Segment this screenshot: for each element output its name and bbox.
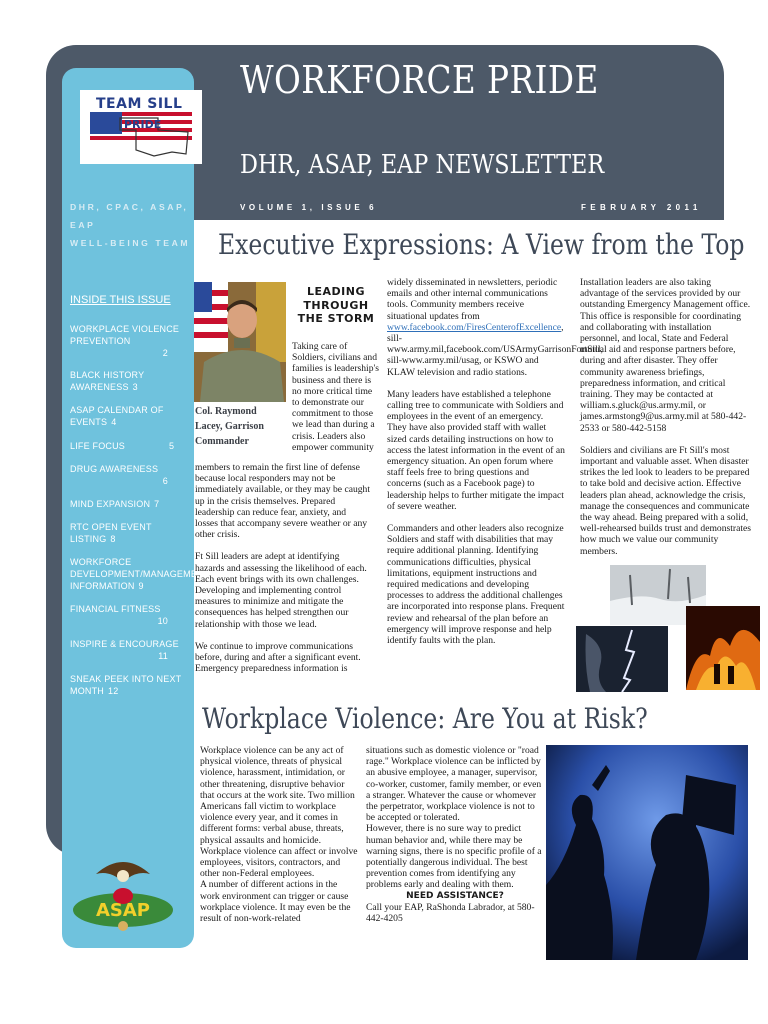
toc-label: WORKFORCE DEVELOPMENT/MANAGEMENT INFORMATION (70, 557, 210, 591)
toc-page: 11 (158, 651, 168, 661)
paragraph: members to remain the first line of defense because local responders may not be immediately available, or they may be caught up in the crisis themselves. Prepared leadership can reduce fear, anxiety, and losses that accompany severe weather or any other crisis. (195, 462, 371, 541)
toc-label: WORKPLACE VIOLENCE PREVENTION (70, 324, 180, 346)
fire-photo (686, 606, 760, 690)
toc-item[interactable] (70, 323, 186, 359)
workplace-violence-photo (546, 745, 748, 960)
paragraph: Workplace violence can be any act of physical violence, threats of physical violence, harassment, intimidation, or other threatening, disruptive behavior that occurs at the work site. Two million Americans fall victim to workplace violence every year, and it comes in different forms: verbal abuse, threats, physical assaults and homicide. Workplace violence can affect or involve employees, visitors, contractors, and other non-Federal employees. (200, 745, 358, 880)
toc-page: 9 (138, 581, 144, 591)
paragraph-text: widely disseminated in newsletters, periodic emails and other internal communications tools. Community members receive situational updates from (387, 277, 558, 322)
lightning-icon (576, 626, 668, 692)
paragraph (387, 277, 603, 378)
eap-contact: Call your EAP, RaShonda Labrador, at 580-442-4205 (366, 901, 535, 925)
toc-page: 12 (108, 686, 119, 696)
org-line-2: WELL-BEING TEAM (70, 238, 191, 248)
toc-label: SNEAK PEEK INTO NEXT MONTH (70, 674, 182, 696)
org-label (70, 198, 210, 252)
asap-logo-text: ASAP (95, 900, 151, 921)
paragraph: Many leaders have established a telephone calling tree to communicate with Soldiers and employees in the event of an emergency. They have also provided staff with wallet sized cards detailing instructions on how to access the latest information in the event of an emergency situation. An open forum where staff feels free to bring questions and concerns (such as a Facebook page) to leadership helps to further mitigate the impact of severe weather. (387, 388, 565, 512)
paragraph: Installation leaders are also taking advantage of the services provided by our outstanding Emergency Management office. This office is responsible for coordinating and collaborating with installation personnel, and local, State and Federal mutual aid and response partners before, during and after disaster. They offer community awareness briefings, preparedness information, and critical training. They may be contacted at william.s.gluck@us.army.mil, or james.armstong9@us.army.mil at 580-442-2533 or 580-442-5158 (580, 277, 751, 434)
person-photo-icon (194, 282, 286, 402)
toc-label: FINANCIAL FITNESS (70, 604, 161, 614)
toc-label: LIFE FOCUS (70, 441, 126, 451)
paragraph: Commanders and other leaders also recognize Soldiers and staff with disabilities that may require additional planning. Identifying communications difficulties, physical limitations, equipment instructions and required medications and developing processes to address the additional challenges are incorporated into response plans. Frequent review and rehearsal of the plan before an emergency will improve response and help identify faults with the plan. (387, 523, 565, 647)
article-title-workplace-violence: Workplace Violence: Are You at Risk? (202, 702, 648, 735)
paragraph: A number of different actions in the work environment can trigger or cause workplace violence. It may even be the result of non-work-related (200, 879, 351, 925)
article-column-2 (387, 277, 603, 657)
toc-item[interactable] (70, 463, 186, 487)
toc-label: RTC OPEN EVENT LISTING (70, 522, 152, 544)
paragraph: Soldiers and civilians are Ft Sill's most important and valuable asset. When disaster strikes the led look to leaders to be prepared to take bold and decisive action. Effective leaders plan ahead, acknowledge the crisis, manage the consequences and communicate the way ahead. Being prepared with a solid, well-rehearsed builds trust and demonstrates how much we value our community members. (580, 444, 752, 557)
toc-label: BLACK HISTORY AWARENESS (70, 370, 145, 392)
asap-logo (66, 854, 180, 934)
facebook-link[interactable]: www.facebook.com/FiresCenterofExcellence (387, 321, 562, 333)
eagle-badge-icon (66, 854, 180, 934)
article-text: Taking care of Soldiers, civilians and families is leadership's business and there is no more critical time to demonstrate our commitment to those we lead than during a crisis. Leaders also empower community (292, 341, 379, 453)
team-sill-logo (80, 90, 202, 164)
issue-date: FEBRUARY 2011 (581, 203, 702, 212)
wv-column-1 (200, 745, 358, 924)
toc-item[interactable] (70, 404, 186, 428)
paragraph: We continue to improve communications before, during and after a significant event. Emergency preparedness information is (195, 640, 361, 675)
inside-this-issue-heading: INSIDE THIS ISSUE (70, 294, 171, 306)
toc-label: MIND EXPANSION (70, 499, 151, 509)
toc-page: 8 (110, 534, 116, 544)
toc-item[interactable] (70, 369, 186, 393)
lightning-tornado-photo (576, 626, 668, 692)
toc-page: 7 (154, 499, 160, 509)
paragraph: However, there is no sure way to predict human behavior and, while there may be warning signs, there is no specific profile of a potentially dangerous individual. The best prevention comes from identifying any problems early and dealing with them. (366, 823, 542, 891)
newsletter-subtitle: DHR, ASAP, EAP NEWSLETTER (240, 150, 605, 180)
org-line-1: DHR, CPAC, ASAP, EAP (70, 202, 189, 230)
logo-subtext: PRIDE (124, 118, 162, 131)
toc-page: 5 (169, 441, 175, 451)
fire-icon (686, 606, 760, 690)
toc-item[interactable] (70, 673, 186, 697)
toc-page: 3 (132, 382, 138, 392)
toc-item[interactable] (70, 498, 186, 510)
toc-item[interactable] (70, 556, 210, 592)
toc-item[interactable] (70, 440, 186, 452)
paragraph: Ft Sill leaders are adept at identifying hazards and assessing the likelihood of each. Each event brings with its own challenges. Developing and implementing control measures to minimize and mitigate the consequences has helped strengthen our relationship with those we lead. (195, 551, 367, 630)
paragraph: situations such as domestic violence or "road rage." Workplace violence can be inflicted by an abusive employee, a manager, supervisor, co-worker, customer, family member, or even a stranger. Whatever the cause or whomever the perpetrator, workplace violence is not to be accepted or tolerated. (366, 745, 542, 824)
toc-item[interactable] (70, 603, 186, 627)
wv-column-2 (366, 745, 544, 924)
newsletter-title: WORKFORCE PRIDE (240, 58, 599, 102)
article-column-3 (580, 277, 752, 568)
toc-page: 2 (162, 348, 168, 358)
paragraph-text: , sill-www.army.mil,facebook.com/USArmyGarrisonFortSill, sill-www.army.mil/usag, or KSWO and KLAW television and radio stations. (387, 321, 603, 378)
toc-page: 10 (157, 616, 168, 626)
article-subheading: LEADING THROUGH THE STORM (297, 285, 375, 325)
toc-label: DRUG AWARENESS (70, 464, 159, 474)
need-assistance-heading: NEED ASSISTANCE? (406, 890, 504, 901)
silhouette-icon (546, 745, 748, 960)
commander-photo (194, 282, 286, 402)
toc-label: INSPIRE & ENCOURAGE (70, 639, 179, 649)
article-column-1 (195, 462, 371, 685)
issue-number: VOLUME 1, ISSUE 6 (240, 203, 378, 212)
toc-page: 4 (111, 417, 117, 427)
logo-text: TEAM SILL (96, 96, 183, 112)
photo-caption: Col. Raymond Lacey, Garrison Commander (195, 406, 264, 447)
article-title-executive: Executive Expressions: A View from the Top (218, 228, 745, 261)
toc-label: ASAP CALENDAR OF EVENTS (70, 405, 164, 427)
toc-item[interactable] (70, 638, 186, 662)
toc-page: 6 (162, 476, 168, 486)
toc-item[interactable] (70, 521, 186, 545)
